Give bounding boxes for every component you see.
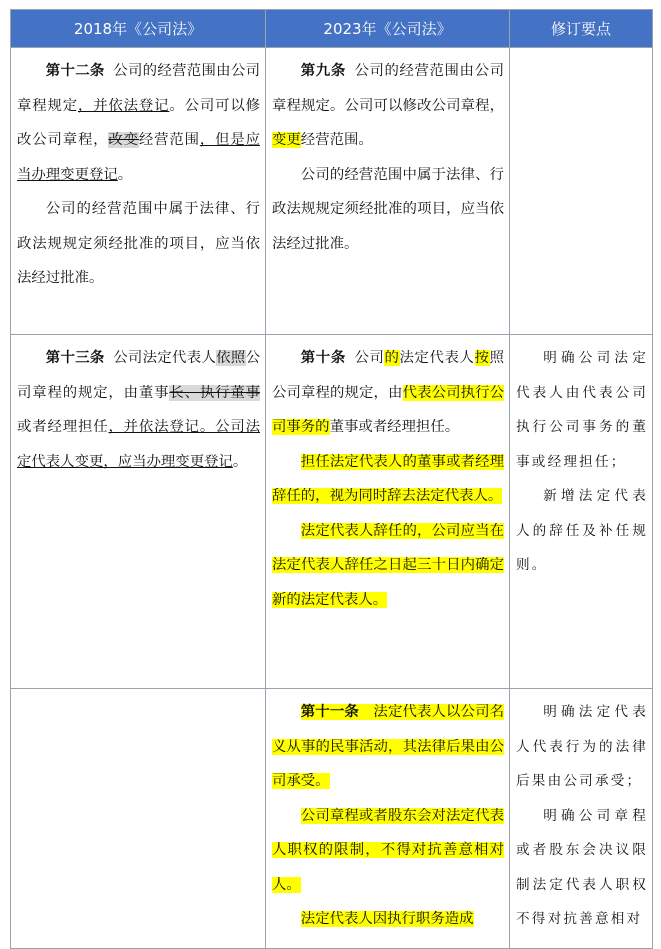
article-number: 第九条	[300, 62, 346, 79]
header-2018: 2018年《公司法》	[11, 10, 266, 48]
text-run: 法定代表人以公司名义从事的民事活动，其法律后果由公司承受。	[272, 704, 504, 789]
paragraph	[272, 799, 504, 903]
highlighted-text: 法定代表人因执行职务造成	[300, 911, 474, 927]
cell-2018-art12	[11, 48, 266, 335]
paragraph	[17, 341, 260, 479]
table-row	[11, 335, 653, 689]
paragraph: 公司的经营范围中属于法律、行政法规规定须经批准的项目，应当依法经过批准。	[17, 201, 260, 286]
comparison-table	[10, 9, 653, 949]
table-row	[11, 48, 653, 335]
cell-2023-art10	[266, 335, 510, 689]
highlighted-text: 担任法定代表人的董事或者经理辞任的，视为同时辞去法定代表人。	[272, 453, 504, 504]
note-item: 明确公司章程或者股东会决议限制法定代表人职权不得对抗善意相对	[516, 807, 648, 927]
text-run: 公司法定代表人	[113, 350, 217, 366]
text-run: 法定代表人	[399, 350, 475, 366]
paragraph	[17, 54, 260, 192]
highlighted-text	[272, 704, 504, 789]
deleted-text-underlined: ，并依法登记。公司法定代表人变更，应当办理变更登记	[17, 419, 260, 470]
article-number: 第十二条	[45, 62, 105, 79]
text-run: 照公司章程的规定，由	[272, 350, 504, 401]
text-run: 。	[117, 166, 133, 183]
header-notes: 修订要点	[510, 10, 653, 48]
text-run: 公司的经营范围由公司章程规定。公司可以修改公司章程，	[272, 63, 504, 114]
text-run: 公司章程的规定，由董事	[17, 350, 260, 401]
text-run: 董事或者经理担任。	[329, 419, 460, 435]
paragraph	[272, 514, 504, 618]
changed-text-shaded: 依照	[216, 350, 246, 366]
deleted-text-underlined: ，但是应当办理变更登记	[17, 132, 260, 183]
text-run: 公司的经营范围由公司章程规定	[17, 63, 260, 114]
note-item: 新增法定代表人的辞任及补任规则。	[516, 488, 648, 573]
note-item: 明确法定代表人代表行为的法律后果由公司承受；	[516, 704, 648, 789]
cell-notes-art10	[510, 335, 653, 689]
text-run: 公司	[354, 350, 385, 366]
deleted-text-strikethrough: 改变	[108, 132, 139, 148]
paragraph	[272, 902, 504, 937]
cell-notes-empty	[510, 48, 653, 335]
paragraph	[272, 695, 504, 799]
header-row	[11, 10, 653, 48]
header-2023: 2023年《公司法》	[266, 10, 510, 48]
cell-2018-empty	[11, 689, 266, 949]
text-run: 或者经理担任	[17, 419, 109, 435]
highlighted-text: 公司章程或者股东会对法定代表人职权的限制，不得对抗善意相对人。	[272, 807, 504, 893]
article-number: 第十一条	[300, 703, 359, 720]
paragraph	[272, 445, 504, 514]
paragraph	[272, 54, 504, 158]
highlighted-text: 法定代表人辞任的，公司应当在法定代表人辞任之日起三十日内确定新的法定代表人。	[272, 522, 504, 608]
cell-2018-art13	[11, 335, 266, 689]
text-run: 。	[232, 453, 248, 470]
text-run: 。公司可以修改公司章程，	[17, 97, 260, 148]
table-row	[11, 689, 653, 949]
paragraph: 公司的经营范围中属于法律、行政法规规定须经批准的项目，应当依法经过批准。	[272, 166, 504, 252]
highlighted-text: 代表公司执行公司事务的	[272, 384, 504, 435]
deleted-text-underlined: ，并依法登记	[77, 97, 170, 114]
cell-2023-art11	[266, 689, 510, 949]
highlighted-text: 按	[474, 350, 490, 366]
article-number: 第十条	[300, 349, 346, 366]
highlighted-text: 的	[384, 350, 400, 366]
note-item: 明确公司法定代表人由代表公司执行公司事务的董事或经理担任；	[516, 350, 648, 470]
text-run: 经营范围	[138, 132, 200, 148]
cell-2023-art9	[266, 48, 510, 335]
deleted-text-strikethrough: 长、执行董事	[169, 384, 260, 401]
article-number: 第十三条	[45, 349, 105, 366]
cell-notes-art11	[510, 689, 653, 949]
text-run: 经营范围。	[300, 132, 373, 148]
paragraph	[272, 341, 504, 445]
highlighted-text: 变更	[272, 132, 301, 148]
